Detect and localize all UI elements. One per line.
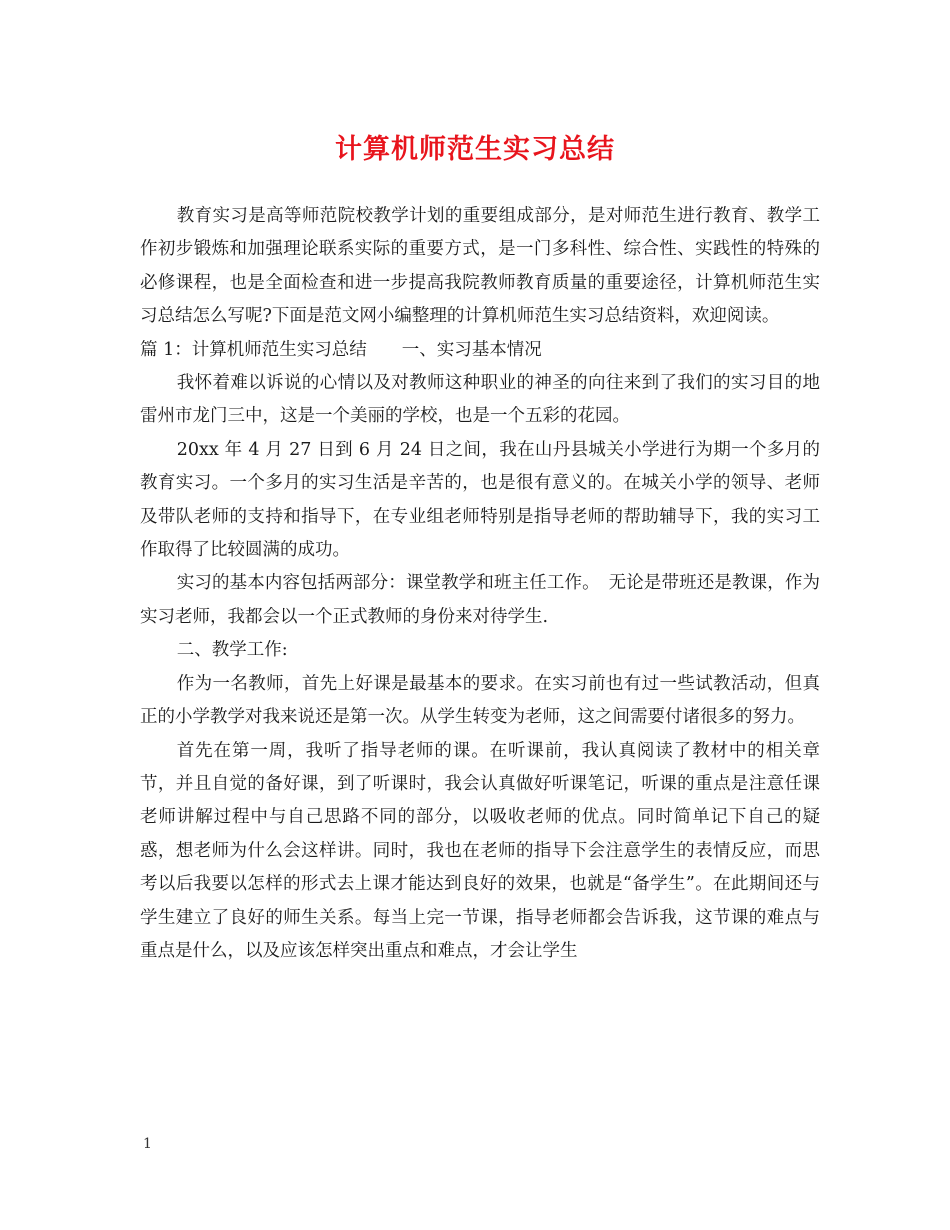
document-body [140, 200, 820, 968]
paragraph-first-week: 首先在第一周，我听了指导老师的课。在听课前，我认真阅读了教材中的相关章节，并且自觉的备好课，到了听课时，我会认真做好听课笔记，听课的重点是注意任课老师讲解过程中与自己思路不同的部分，以吸收老师的优点。同时简单记下自己的疑惑，想老师为什么会这样讲。同时，我也在老师的指导下会注意学生的表情反应，而思考以后我要以怎样的形式去上课才能达到良好的效果，也就是“备学生”。在此期间还与学生建立了良好的师生关系。每当上完一节课，指导老师都会告诉我，这节课的难点与重点是什么，以及应该怎样突出重点和难点，才会让学生 [140, 740, 820, 961]
paragraph-internship-period: 20xx 年 4 月 27 日到 6 月 24 日之间，我在山丹县城关小学进行为期一个多月的教育实习。一个多月的实习生活是辛苦的，也是很有意义的。在城关小学的领导、老师及带队老师的支持和指导下，在专业组老师特别是指导老师的帮助辅导下，我的实习工作取得了比较圆满的成功。 [140, 439, 820, 561]
document-title: 计算机师范生实习总结 [335, 134, 615, 165]
paragraph-arrival: 我怀着难以诉说的心情以及对教师这种职业的神圣的向往来到了我们的实习目的地雷州市龙门三中，这是一个美丽的学校，也是一个五彩的花园。 [140, 373, 820, 427]
section-heading-part1: 篇 1：计算机师范生实习总结 一、实习基本情况 [140, 339, 542, 360]
section-heading-teaching: 二、教学工作: [176, 640, 288, 661]
paragraph-teaching-intro: 作为一名教师，首先上好课是最基本的要求。在实习前也有过一些试教活动，但真正的小学教学对我来说还是第一次。从学生转变为老师，这之间需要付诸很多的努力。 [140, 673, 820, 728]
paragraph-intro: 教育实习是高等师范院校教学计划的重要组成部分，是对师范生进行教育、教学工作初步锻炼和加强理论联系实际的重要方式，是一门多科性、综合性、实践性的特殊的必修课程，也是全面检查和进一步提高我院教师教育质量的重要途径，计算机师范生实习总结怎么写呢?下面是范文网小编整理的计算机师范生实习总结资料，欢迎阅读。 [140, 206, 820, 327]
page-number: 1 [143, 1136, 152, 1152]
paragraph-internship-content: 实习的基本内容包括两部分：课堂教学和班主任工作。 无论是带班还是教课，作为实习老师，我都会以一个正式教师的身份来对待学生. [140, 573, 820, 627]
